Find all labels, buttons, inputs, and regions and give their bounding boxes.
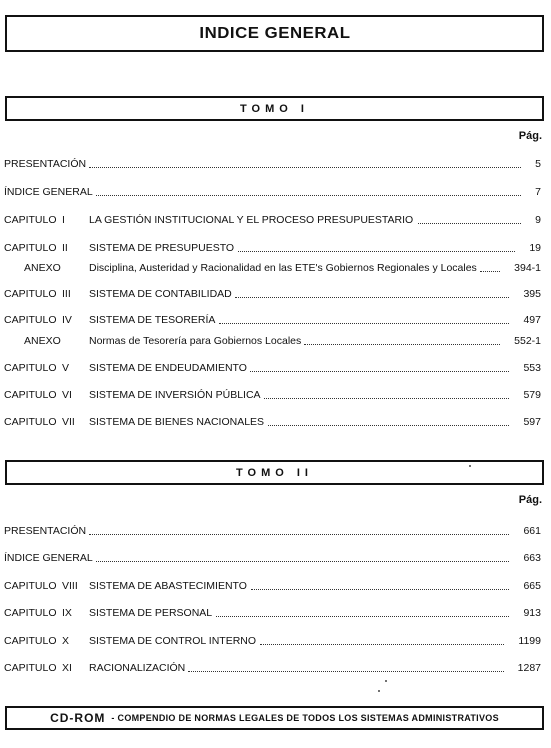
toc-entry [0, 606, 551, 620]
dot-leader [238, 241, 516, 252]
entry-title: Normas de Tesorería para Gobiernos Locales [89, 335, 302, 347]
annex-label: ANEXO [24, 262, 61, 274]
chapter-number: XI [62, 662, 72, 674]
entry-title: Disciplina, Austeridad y Racionalidad en las ETE's Gobiernos Regionales y Locales [89, 262, 477, 274]
dot-leader [188, 661, 503, 672]
chapter-label: CAPITULO [4, 607, 57, 619]
dot-leader [480, 261, 500, 272]
scan-speck [385, 680, 387, 682]
dot-leader [260, 634, 504, 645]
page-number: 553 [523, 362, 541, 374]
page-number: 497 [523, 314, 541, 326]
index-title-box [5, 15, 544, 52]
chapter-label: CAPITULO [4, 214, 57, 226]
toc-entry [0, 185, 551, 199]
tomo-1-header [5, 96, 544, 121]
toc-entry [0, 415, 551, 429]
chapter-number: X [62, 635, 70, 647]
chapter-number: VI [62, 389, 72, 401]
toc-entry [0, 287, 551, 301]
toc-entry [0, 213, 551, 227]
chapter-title: SISTEMA DE ENDEUDAMIENTO [89, 362, 247, 374]
page-number: 1287 [517, 662, 541, 674]
chapter-label: CAPITULO [4, 362, 57, 374]
entry-title: ÍNDICE GENERAL [4, 186, 93, 198]
chapter-title: SISTEMA DE TESORERÍA [89, 314, 216, 326]
page-number: 913 [523, 607, 541, 619]
toc-entry [0, 634, 551, 648]
page-number: 552-1 [514, 335, 541, 347]
toc-entry [0, 388, 551, 402]
chapter-title: LA GESTIÓN INSTITUCIONAL Y EL PROCESO PRESUPUESTARIO [89, 214, 414, 226]
dot-leader [268, 415, 510, 426]
chapter-label: CAPITULO [4, 242, 57, 254]
dot-leader [89, 524, 509, 535]
chapter-title: SISTEMA DE CONTROL INTERNO [89, 635, 257, 647]
dot-leader [235, 287, 509, 298]
toc-entry [0, 261, 551, 275]
chapter-number: III [62, 288, 71, 300]
entry-title: PRESENTACIÓN [4, 525, 87, 537]
chapter-title: SISTEMA DE BIENES NACIONALES [89, 416, 265, 428]
chapter-number: VII [62, 416, 75, 428]
dot-leader [418, 213, 521, 224]
page-number: 579 [523, 389, 541, 401]
page-number: 597 [523, 416, 541, 428]
dot-leader [96, 551, 510, 562]
tomo-2-pag-label: Pág. [518, 494, 542, 506]
chapter-label: CAPITULO [4, 580, 57, 592]
entry-title: PRESENTACIÓN [4, 158, 87, 170]
dot-leader [251, 579, 509, 590]
chapter-title: RACIONALIZACIÓN [89, 662, 186, 674]
dot-leader [89, 157, 521, 168]
dot-leader [219, 313, 509, 324]
toc-entry [0, 579, 551, 593]
scan-speck [378, 690, 380, 692]
toc-entry [0, 313, 551, 327]
annex-label: ANEXO [24, 335, 61, 347]
page-number: 663 [523, 552, 541, 564]
dot-leader [216, 606, 510, 617]
toc-entry [0, 157, 551, 171]
toc-entry [0, 524, 551, 538]
cd-rom-label: CD-ROM [50, 711, 106, 725]
tomo-1-label: TOMO I [240, 102, 309, 115]
dot-leader [250, 361, 509, 372]
toc-entry [0, 361, 551, 375]
chapter-label: CAPITULO [4, 416, 57, 428]
chapter-title: SISTEMA DE INVERSIÓN PÚBLICA [89, 389, 261, 401]
tomo-1-pag-label: Pág. [518, 130, 542, 142]
entry-title: ÍNDICE GENERAL [4, 552, 93, 564]
chapter-label: CAPITULO [4, 662, 57, 674]
cd-rom-footer [5, 706, 544, 730]
page-number: 5 [535, 158, 541, 170]
chapter-number: V [62, 362, 70, 374]
scan-speck [469, 465, 471, 467]
chapter-label: CAPITULO [4, 314, 57, 326]
chapter-number: VIII [62, 580, 78, 592]
page-number: 661 [523, 525, 541, 537]
chapter-title: SISTEMA DE PRESUPUESTO [89, 242, 235, 254]
chapter-number: IX [62, 607, 72, 619]
index-title: INDICE GENERAL [198, 24, 351, 42]
page-number: 394-1 [514, 262, 541, 274]
page-number: 395 [523, 288, 541, 300]
dot-leader [304, 334, 500, 345]
tomo-2-header [5, 460, 544, 485]
chapter-label: CAPITULO [4, 635, 57, 647]
dot-leader [264, 388, 509, 399]
toc-entry [0, 334, 551, 348]
chapter-title: SISTEMA DE CONTABILIDAD [89, 288, 232, 300]
chapter-number: I [62, 214, 65, 226]
chapter-title: SISTEMA DE ABASTECIMIENTO [89, 580, 247, 592]
chapter-title: SISTEMA DE PERSONAL [89, 607, 213, 619]
page-number: 9 [535, 214, 541, 226]
chapter-label: CAPITULO [4, 288, 57, 300]
chapter-number: II [62, 242, 68, 254]
page-number: 19 [529, 242, 541, 254]
cd-rom-description: - COMPENDIO DE NORMAS LEGALES DE TODOS LOS SISTEMAS ADMINISTRATIVOS [111, 713, 499, 723]
chapter-number: IV [62, 314, 72, 326]
toc-entry [0, 551, 551, 565]
page-number: 665 [523, 580, 541, 592]
chapter-label: CAPITULO [4, 389, 57, 401]
page-number: 7 [535, 186, 541, 198]
page-number: 1199 [518, 635, 541, 647]
toc-entry [0, 241, 551, 255]
dot-leader [96, 185, 521, 196]
toc-entry [0, 661, 551, 675]
tomo-2-label: TOMO II [236, 466, 313, 479]
